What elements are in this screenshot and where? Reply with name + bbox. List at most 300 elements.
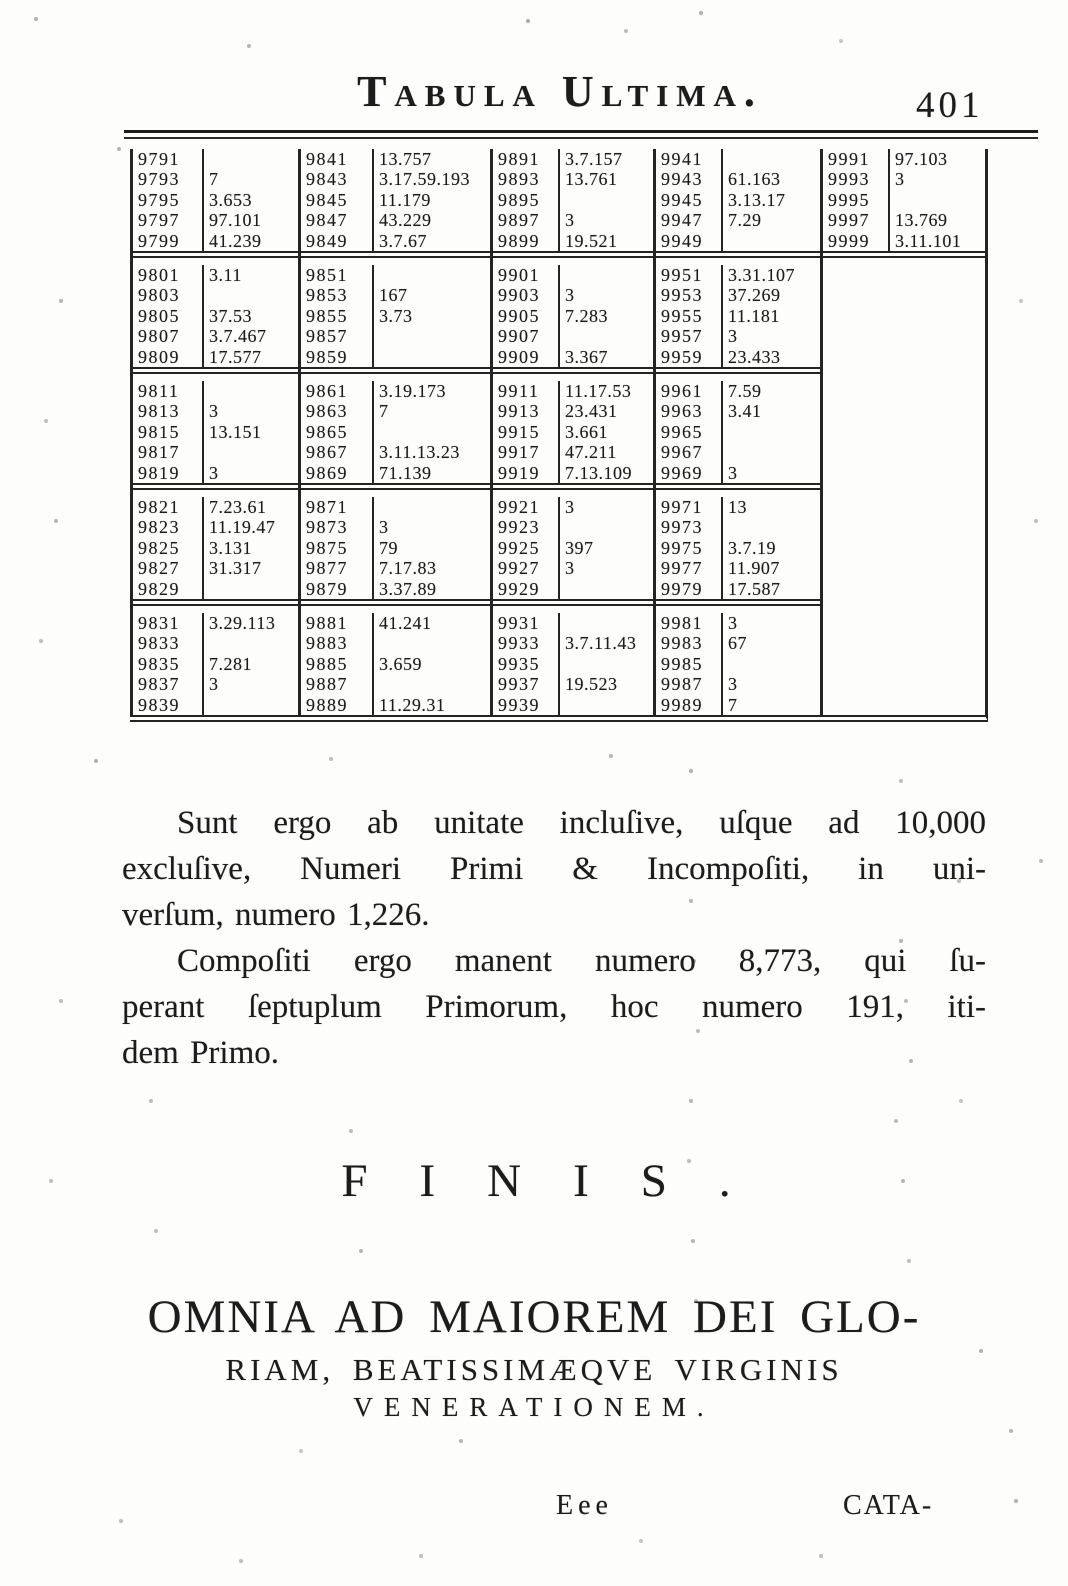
paragraph-line: verſum, numero 1,226. (122, 897, 430, 933)
factors-cell (558, 613, 653, 633)
table-row-group (493, 613, 653, 715)
factors-cell: 3.659 (372, 654, 490, 674)
table-row (133, 633, 298, 653)
number-cell: 9803 (138, 285, 180, 306)
table-row (656, 579, 820, 599)
table-row (493, 517, 653, 537)
factors-cell: 3.7.157 (558, 149, 653, 169)
number-cell: 9961 (661, 381, 703, 401)
table-row (301, 517, 490, 537)
number-cell: 9857 (306, 326, 348, 347)
number-cell: 9925 (498, 537, 540, 558)
number-cell: 9829 (138, 578, 180, 599)
number-cell: 9861 (306, 381, 348, 401)
factors-cell: 3 (202, 401, 298, 421)
factors-cell (721, 149, 820, 169)
number-cell: 9903 (498, 285, 540, 306)
table-row-group (133, 381, 298, 490)
number-cell: 9947 (661, 210, 703, 231)
table-row (493, 347, 653, 367)
table-row (133, 674, 298, 694)
table-row-group (493, 497, 653, 606)
table-row (656, 149, 820, 169)
dedication-line-3: VENERATIONEM. (353, 1392, 715, 1422)
number-cell: 9791 (138, 149, 180, 169)
table-row (493, 442, 653, 462)
dedication-line-1: OMNIA AD MAIOREM DEI GLO- (147, 1291, 921, 1343)
factors-cell (721, 442, 820, 462)
page-number: 401 (916, 85, 984, 126)
paragraph-line: Compoſiti ergo manent numero 8,773, qui ſu- (177, 943, 986, 979)
table-row (656, 169, 820, 189)
table-row (133, 347, 298, 367)
factors-cell: 41.239 (202, 231, 298, 251)
factors-cell: 3.29.113 (202, 613, 298, 633)
table-row (823, 169, 985, 189)
factors-cell (558, 695, 653, 715)
factors-cell: 7.281 (202, 654, 298, 674)
number-cell: 9997 (828, 210, 870, 231)
number-cell: 9959 (661, 346, 703, 367)
factors-cell: 7 (202, 169, 298, 189)
number-cell: 9855 (306, 305, 348, 326)
factors-cell: 167 (372, 285, 490, 305)
number-cell: 9915 (498, 421, 540, 442)
table-row (493, 558, 653, 578)
factors-cell: 47.211 (558, 442, 653, 462)
table-row (656, 265, 820, 285)
factors-cell: 31.317 (202, 558, 298, 578)
number-cell: 9895 (498, 189, 540, 210)
number-cell: 9951 (661, 265, 703, 285)
table-row (301, 674, 490, 694)
table-row (133, 401, 298, 421)
number-cell: 9897 (498, 210, 540, 231)
number-cell: 9991 (828, 149, 870, 169)
table-row (493, 169, 653, 189)
header-rule (124, 130, 1038, 139)
number-cell: 9815 (138, 421, 180, 442)
number-cell: 9963 (661, 401, 703, 422)
table-row (493, 497, 653, 517)
factors-cell (721, 517, 820, 537)
table-row (493, 326, 653, 346)
table-row (493, 654, 653, 674)
table-row (301, 442, 490, 462)
number-cell: 9869 (306, 462, 348, 483)
factors-cell: 7 (721, 695, 820, 715)
factors-cell (558, 654, 653, 674)
factors-cell (558, 265, 653, 285)
table-row (301, 381, 490, 401)
factors-cell: 41.241 (372, 613, 490, 633)
number-cell: 9949 (661, 230, 703, 251)
factors-cell (721, 654, 820, 674)
number-cell: 9883 (306, 633, 348, 654)
number-cell: 9873 (306, 517, 348, 538)
table-row (133, 579, 298, 599)
table-row (301, 538, 490, 558)
factors-cell (558, 579, 653, 599)
table-row (133, 558, 298, 578)
factors-cell (721, 231, 820, 251)
factors-cell: 61.163 (721, 169, 820, 189)
factors-cell: 3 (721, 463, 820, 483)
table-row (656, 633, 820, 653)
number-cell: 9933 (498, 633, 540, 654)
table-row (133, 654, 298, 674)
factors-cell: 11.181 (721, 306, 820, 326)
number-cell: 9843 (306, 169, 348, 190)
table-row (301, 654, 490, 674)
factors-cell: 19.521 (558, 231, 653, 251)
table-row (493, 401, 653, 421)
factors-cell: 3.17.59.193 (372, 169, 490, 189)
table-row-group (493, 381, 653, 490)
number-cell: 9983 (661, 633, 703, 654)
number-cell: 9891 (498, 149, 540, 169)
paragraph-line: dem Primo. (122, 1035, 279, 1071)
factors-cell (202, 381, 298, 401)
table-row (493, 674, 653, 694)
number-cell: 9989 (661, 694, 703, 715)
factors-cell: 3 (558, 497, 653, 517)
factors-cell: 37.269 (721, 285, 820, 305)
factors-cell: 3.7.67 (372, 231, 490, 251)
factors-cell: 11.17.53 (558, 381, 653, 401)
table-row (133, 190, 298, 210)
number-cell: 9793 (138, 169, 180, 190)
table-column-3 (490, 149, 653, 715)
factors-cell (372, 347, 490, 367)
factors-cell: 97.101 (202, 210, 298, 230)
number-cell: 9955 (661, 305, 703, 326)
table-row (301, 401, 490, 421)
table-row (301, 265, 490, 285)
number-cell: 9931 (498, 613, 540, 633)
factors-cell: 3.13.17 (721, 190, 820, 210)
table-row (301, 190, 490, 210)
table-row (493, 381, 653, 401)
number-cell: 9863 (306, 401, 348, 422)
table-row (301, 579, 490, 599)
factors-cell (202, 285, 298, 305)
factors-cell: 3.7.19 (721, 538, 820, 558)
number-cell: 9969 (661, 462, 703, 483)
factors-cell: 3.131 (202, 538, 298, 558)
number-cell: 9917 (498, 442, 540, 463)
table-row-group (823, 483, 985, 585)
number-cell: 9977 (661, 558, 703, 579)
number-cell: 9907 (498, 326, 540, 347)
number-cell: 9837 (138, 674, 180, 695)
number-cell: 9923 (498, 517, 540, 538)
number-cell: 9841 (306, 149, 348, 169)
factors-cell: 3.661 (558, 422, 653, 442)
factors-cell: 13 (721, 497, 820, 517)
factors-cell: 3 (721, 613, 820, 633)
factors-cell: 3.7.467 (202, 326, 298, 346)
scan-noise (0, 0, 2, 2)
table-row-group (656, 381, 820, 490)
table-row (301, 285, 490, 305)
factors-cell: 7 (372, 401, 490, 421)
table-row (656, 497, 820, 517)
number-cell: 9941 (661, 149, 703, 169)
number-cell: 9967 (661, 442, 703, 463)
table-row (301, 326, 490, 346)
factors-cell: 3.11 (202, 265, 298, 285)
table-row (656, 674, 820, 694)
table-row-group (493, 265, 653, 374)
table-row (301, 422, 490, 442)
table-row (133, 538, 298, 558)
factors-cell: 7.13.109 (558, 463, 653, 483)
factors-cell: 3.73 (372, 306, 490, 326)
factors-cell (558, 326, 653, 346)
table-row (656, 442, 820, 462)
factors-cell: 71.139 (372, 463, 490, 483)
table-row (493, 306, 653, 326)
number-cell: 9921 (498, 497, 540, 517)
number-cell: 9957 (661, 326, 703, 347)
table-row (656, 463, 820, 483)
table-row-group (656, 613, 820, 715)
table-row (656, 347, 820, 367)
table-row (133, 497, 298, 517)
table-row (301, 231, 490, 251)
table-row (301, 347, 490, 367)
page-title: Tabula Ultima. (357, 67, 763, 116)
table-row (133, 517, 298, 537)
number-cell: 9801 (138, 265, 180, 285)
factors-cell (202, 579, 298, 599)
number-cell: 9987 (661, 674, 703, 695)
table-row (493, 538, 653, 558)
number-cell: 9835 (138, 653, 180, 674)
factors-cell: 43.229 (372, 210, 490, 230)
table-row-group (301, 265, 490, 374)
number-cell: 9813 (138, 401, 180, 422)
table-row (656, 210, 820, 230)
factors-cell: 37.53 (202, 306, 298, 326)
table-row-group (133, 149, 298, 258)
table-row (493, 463, 653, 483)
table-row (656, 422, 820, 442)
number-cell: 9799 (138, 230, 180, 251)
table-row (133, 695, 298, 715)
table-row (301, 306, 490, 326)
table-row-group (133, 265, 298, 374)
paragraph-line: Sunt ergo ab unitate incluſive, uſque ad 10,000 (177, 805, 986, 841)
table-row (656, 517, 820, 537)
closing-paragraphs (122, 800, 986, 1076)
factors-cell: 7.29 (721, 210, 820, 230)
number-cell: 9905 (498, 305, 540, 326)
table-row (656, 326, 820, 346)
number-cell: 9821 (138, 497, 180, 517)
number-cell: 9975 (661, 537, 703, 558)
number-cell: 9797 (138, 210, 180, 231)
number-cell: 9939 (498, 694, 540, 715)
factors-cell: 17.577 (202, 347, 298, 367)
factors-cell: 3.19.173 (372, 381, 490, 401)
number-cell: 9875 (306, 537, 348, 558)
number-cell: 9993 (828, 169, 870, 190)
number-cell: 9859 (306, 346, 348, 367)
table-row (656, 231, 820, 251)
number-cell: 9927 (498, 558, 540, 579)
number-cell: 9901 (498, 265, 540, 285)
table-row (133, 463, 298, 483)
number-cell: 9881 (306, 613, 348, 633)
table-row (133, 306, 298, 326)
factors-cell: 7.283 (558, 306, 653, 326)
number-cell: 9823 (138, 517, 180, 538)
table-row (823, 149, 985, 169)
table-row (656, 306, 820, 326)
number-cell: 9885 (306, 653, 348, 674)
table-row (301, 149, 490, 169)
table-row (656, 613, 820, 633)
paragraph-line: excluſive, Numeri Primi & Incompoſiti, in uni- (122, 851, 986, 887)
factors-cell: 19.523 (558, 674, 653, 694)
table-row (493, 231, 653, 251)
table-row (656, 538, 820, 558)
table-row (493, 190, 653, 210)
number-cell: 9839 (138, 694, 180, 715)
factor-table (130, 149, 988, 722)
table-row-group (133, 497, 298, 606)
number-cell: 9795 (138, 189, 180, 210)
table-row (656, 558, 820, 578)
table-row (493, 633, 653, 653)
factors-cell: 17.587 (721, 579, 820, 599)
table-row-group (656, 149, 820, 258)
factors-cell: 3 (202, 463, 298, 483)
number-cell: 9833 (138, 633, 180, 654)
number-cell: 9973 (661, 517, 703, 538)
number-cell: 9845 (306, 189, 348, 210)
table-row-group (656, 497, 820, 606)
table-row (493, 695, 653, 715)
table-row (133, 381, 298, 401)
factors-cell: 7.17.83 (372, 558, 490, 578)
factors-cell: 11.907 (721, 558, 820, 578)
table-column-2 (298, 149, 490, 715)
table-row (493, 149, 653, 169)
table-row (656, 695, 820, 715)
factors-cell: 79 (372, 538, 490, 558)
table-row (493, 422, 653, 442)
table-row (133, 265, 298, 285)
table-row (301, 633, 490, 653)
table-row (656, 190, 820, 210)
number-cell: 9805 (138, 305, 180, 326)
paragraph-line: perant ſeptuplum Primorum, hoc numero 191, iti- (122, 989, 986, 1025)
factors-cell: 3.37.89 (372, 579, 490, 599)
table-row (301, 497, 490, 517)
number-cell: 9831 (138, 613, 180, 633)
table-row (133, 613, 298, 633)
table-row-group (823, 265, 985, 367)
factors-cell: 3.7.11.43 (558, 633, 653, 653)
number-cell: 9929 (498, 578, 540, 599)
number-cell: 9945 (661, 189, 703, 210)
number-cell: 9913 (498, 401, 540, 422)
table-row (493, 265, 653, 285)
number-cell: 9827 (138, 558, 180, 579)
number-cell: 9847 (306, 210, 348, 231)
number-cell: 9935 (498, 653, 540, 674)
catchword: CATA- (843, 1490, 934, 1521)
factors-cell: 3 (558, 285, 653, 305)
factors-cell (888, 190, 985, 210)
factors-cell: 11.29.31 (372, 695, 490, 715)
table-column-5 (820, 149, 985, 715)
factors-cell: 3.11.101 (888, 231, 985, 251)
table-row (301, 463, 490, 483)
table-row-group (823, 374, 985, 476)
factors-cell: 67 (721, 633, 820, 653)
number-cell: 9979 (661, 578, 703, 599)
table-row (133, 422, 298, 442)
number-cell: 9965 (661, 421, 703, 442)
factors-cell: 3.41 (721, 401, 820, 421)
number-cell: 9811 (138, 381, 180, 401)
number-cell: 9807 (138, 326, 180, 347)
factors-cell (558, 190, 653, 210)
number-cell: 9867 (306, 442, 348, 463)
table-row-group (133, 613, 298, 715)
table-row-group (301, 149, 490, 258)
number-cell: 9819 (138, 462, 180, 483)
factors-cell (721, 422, 820, 442)
factors-cell: 3.653 (202, 190, 298, 210)
table-row (301, 169, 490, 189)
factors-cell: 7.23.61 (202, 497, 298, 517)
number-cell: 9889 (306, 694, 348, 715)
table-row-group (823, 592, 985, 694)
number-cell: 9909 (498, 346, 540, 367)
factors-cell: 3.11.13.23 (372, 442, 490, 462)
number-cell: 9871 (306, 497, 348, 517)
table-column-4 (653, 149, 820, 715)
table-row (656, 381, 820, 401)
table-row (656, 401, 820, 421)
table-row (656, 654, 820, 674)
number-cell: 9911 (498, 381, 540, 401)
factors-cell (202, 633, 298, 653)
table-row-group (301, 613, 490, 715)
table-row (493, 210, 653, 230)
factors-cell: 23.433 (721, 347, 820, 367)
table-row (133, 231, 298, 251)
number-cell: 9953 (661, 285, 703, 306)
table-row (133, 169, 298, 189)
number-cell: 9995 (828, 189, 870, 210)
factors-cell (372, 633, 490, 653)
number-cell: 9809 (138, 346, 180, 367)
number-cell: 9919 (498, 462, 540, 483)
table-column-1 (130, 149, 298, 715)
number-cell: 9817 (138, 442, 180, 463)
factors-cell: 3 (558, 558, 653, 578)
number-cell: 9893 (498, 169, 540, 190)
table-row-group (301, 381, 490, 490)
factors-cell: 3 (721, 326, 820, 346)
factors-cell (372, 265, 490, 285)
